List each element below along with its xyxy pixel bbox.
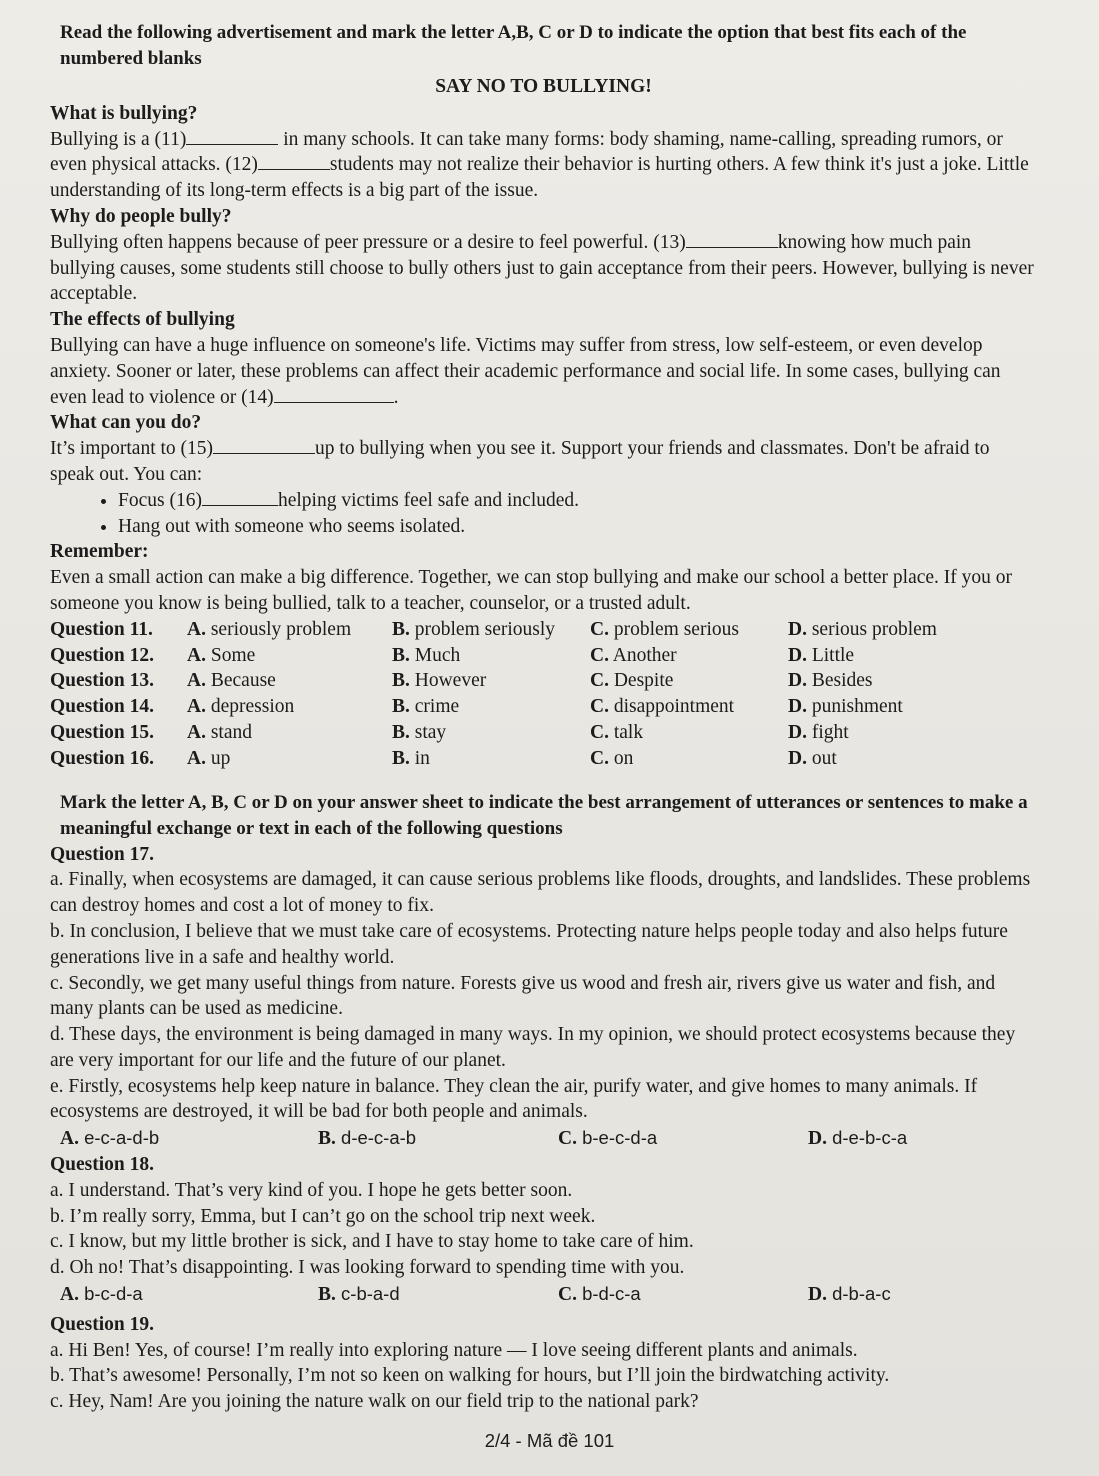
blank-11 [186, 127, 278, 145]
question-16 [50, 746, 1037, 772]
blank-15 [213, 436, 315, 454]
option-d[interactable] [788, 746, 988, 772]
q18-sentence-c: c. I know, but my little brother is sick, and I have to stay home to take care of him. [50, 1231, 694, 1253]
option-a[interactable] [187, 617, 392, 643]
question-label: Question 16. [50, 747, 155, 769]
question-label: Question 13. [50, 670, 155, 692]
option-letter: C. [590, 670, 609, 692]
option-text: fight [811, 721, 849, 743]
option-text: b-d-c-a [582, 1283, 641, 1305]
option-letter: D. [788, 696, 807, 718]
option-text: depression [210, 696, 295, 718]
option-text: Another [612, 644, 677, 666]
blank-16 [202, 488, 278, 506]
option-text: stand [210, 721, 253, 743]
paragraph-effects [50, 333, 1037, 410]
option-text: stay [414, 721, 447, 743]
q17-sentence-a: a. Finally, when ecosystems are damaged, it can cause serious problems like floods, droughts, and landslides. These problems can destroy homes and cost a lot of money to fix. [50, 869, 1031, 917]
option-b[interactable] [392, 720, 590, 746]
option-d[interactable] [808, 1281, 1038, 1308]
question-17-label: Question 17. [50, 843, 155, 865]
text-segment: knowing how much pain bullying causes, some students still choose to bully others just to gain acceptance from their peers. However, bullying is never acceptable. [50, 231, 1034, 305]
option-letter: A. [60, 1284, 79, 1306]
option-letter: A. [60, 1128, 79, 1150]
option-a[interactable] [187, 694, 392, 720]
option-a[interactable] [187, 746, 392, 772]
option-letter: B. [392, 721, 410, 743]
heading-why-bully: Why do people bully? [50, 205, 232, 227]
question-14 [50, 694, 1037, 720]
option-b[interactable] [318, 1125, 558, 1152]
option-text: Little [811, 644, 855, 666]
option-text: up [210, 747, 231, 769]
option-d[interactable] [788, 617, 988, 643]
option-letter: B. [392, 747, 410, 769]
option-letter: D. [808, 1284, 827, 1306]
text-segment: students may not realize their behavior is hurting others. A few think it's just a joke. Little understanding of its long-term effects is a big part of the issue. [50, 154, 1029, 202]
option-c[interactable] [558, 1281, 808, 1308]
paragraph-what-is-bullying [50, 127, 1037, 204]
option-text: b-e-c-d-a [582, 1127, 658, 1149]
text-segment: . [393, 386, 399, 408]
option-a[interactable] [187, 643, 392, 669]
q18-options [50, 1281, 1037, 1308]
option-b[interactable] [392, 668, 590, 694]
blank-14 [274, 385, 394, 403]
option-a[interactable] [60, 1125, 318, 1152]
option-text: d-e-b-c-a [832, 1127, 908, 1149]
q18-sentence-b: b. I’m really sorry, Emma, but I can’t go on the school trip next week. [50, 1205, 596, 1227]
option-d[interactable] [808, 1125, 1038, 1152]
q17-sentence-d: d. These days, the environment is being damaged in many ways. In my opinion, we should protect ecosystems because they are very important for our life and the future of our planet. [50, 1024, 1016, 1071]
paragraph-why-bully [50, 230, 1037, 307]
option-a[interactable] [187, 668, 392, 694]
blank-12 [258, 152, 330, 170]
option-c[interactable] [590, 668, 788, 694]
option-text: problem serious [613, 618, 739, 640]
option-text: d-e-c-a-b [341, 1127, 417, 1149]
option-text: e-c-a-d-b [84, 1127, 160, 1149]
option-a[interactable] [60, 1281, 318, 1308]
option-c[interactable] [590, 720, 788, 746]
blank-13 [686, 230, 778, 248]
option-letter: C. [590, 644, 609, 666]
option-letter: D. [788, 670, 807, 692]
option-text: d-b-a-c [832, 1283, 891, 1305]
question-19-label: Question 19. [50, 1313, 155, 1335]
option-d[interactable] [788, 668, 988, 694]
option-letter: A. [187, 670, 206, 692]
option-text: in [414, 747, 430, 769]
option-letter: C. [558, 1128, 577, 1150]
option-letter: B. [392, 696, 410, 718]
option-letter: C. [590, 696, 609, 718]
paragraph-remember: Even a small action can make a big difference. Together, we can stop bullying and make our school a better place. If you or someone you know is being bullied, talk to a teacher, counselor, or a trusted adult. [50, 567, 1013, 614]
option-letter: C. [558, 1284, 577, 1306]
option-text: punishment [811, 696, 903, 718]
q17-sentence-c: c. Secondly, we get many useful things from nature. Forests give us wood and fresh air, rivers give us water and fish, and many plants can be used as medicine. [50, 972, 996, 1020]
option-d[interactable] [788, 643, 988, 669]
question-list-11-16 [50, 617, 1037, 772]
q18-sentence-d: d. Oh no! That’s disappointing. I was looking forward to spending time with you. [50, 1257, 685, 1279]
text-segment: Bullying often happens because of peer pressure or a desire to feel powerful. (13) [50, 231, 686, 253]
list-item [118, 488, 1037, 514]
heading-remember: Remember: [50, 541, 149, 563]
question-label: Question 11. [50, 618, 153, 640]
option-b[interactable] [318, 1281, 558, 1308]
option-text: seriously problem [210, 618, 352, 640]
option-d[interactable] [788, 694, 988, 720]
option-letter: A. [187, 721, 206, 743]
option-letter: A. [187, 618, 206, 640]
text-segment: helping victims feel safe and included. [277, 489, 580, 511]
option-b[interactable] [392, 617, 590, 643]
option-d[interactable] [788, 720, 988, 746]
question-18-label: Question 18. [50, 1154, 155, 1176]
q19-sentence-c: c. Hey, Nam! Are you joining the nature walk on our field trip to the national park? [50, 1391, 699, 1413]
list-item: • Hang out with someone who seems isolated. [118, 514, 1037, 540]
option-letter: C. [590, 747, 609, 769]
text-segment: Bullying is a (11) [50, 128, 187, 150]
option-letter: C. [590, 721, 609, 743]
heading-what-can-you-do: What can you do? [50, 412, 202, 434]
question-label: Question 15. [50, 721, 155, 743]
heading-what-is-bullying: What is bullying? [50, 102, 198, 124]
question-13 [50, 668, 1037, 694]
arrangement-instructions: Mark the letter A, B, C or D on your answer sheet to indicate the best arrangement of utterances or sentences to make a meaningful exchange or text in each of the following questions [60, 791, 1028, 839]
text-segment: in many schools. It can take many forms: body shaming, name-calling, spreading rumors, or even physical attacks. (12) [50, 128, 1003, 176]
option-a[interactable] [187, 720, 392, 746]
option-c[interactable] [590, 694, 788, 720]
option-text: Despite [613, 670, 674, 692]
option-letter: B. [318, 1128, 336, 1150]
q17-sentence-b: b. In conclusion, I believe that we must take care of ecosystems. Protecting nature helps people today and also helps future generations live in a safe and healthy world. [50, 920, 1008, 968]
text-segment: It’s important to (15) [50, 438, 214, 460]
paragraph-what-can-you-do [50, 436, 1037, 488]
text-segment: Focus (16) [118, 489, 202, 511]
option-letter: D. [788, 618, 807, 640]
q18-sentence-a: a. I understand. That’s very kind of you. I hope he gets better soon. [50, 1179, 573, 1201]
option-letter: B. [392, 618, 410, 640]
q19-sentence-b: b. That’s awesome! Personally, I’m not so keen on walking for hours, but I’ll join the birdwatching activity. [50, 1365, 890, 1387]
option-text: b-c-d-a [84, 1283, 143, 1305]
option-text: However [414, 670, 487, 692]
option-text: problem seriously [414, 618, 556, 640]
option-text: talk [613, 721, 644, 743]
option-text: Because [210, 670, 276, 692]
option-letter: A. [187, 696, 206, 718]
q17-sentence-e: e. Firstly, ecosystems help keep nature in balance. They clean the air, purify water, and give homes to many animals. If ecosystems are destroyed, it will be bad for both people and animals. [50, 1075, 978, 1123]
q17-options [50, 1125, 1037, 1152]
option-letter: D. [808, 1128, 827, 1150]
option-text: Much [414, 644, 461, 666]
question-12 [50, 643, 1037, 669]
text-segment: up to bullying when you see it. Support your friends and classmates. Don't be afraid to speak out. You can: [50, 438, 990, 485]
reading-instructions: Read the following advertisement and mark the letter A,B, C or D to indicate the option that best fits each of the numbered blanks [60, 22, 967, 69]
option-letter: B. [318, 1284, 336, 1306]
option-letter: B. [392, 644, 410, 666]
tips-list [50, 488, 1037, 540]
ad-title: SAY NO TO BULLYING! [435, 76, 652, 97]
option-b[interactable] [392, 643, 590, 669]
option-text: Besides [811, 670, 873, 692]
option-letter: D. [788, 644, 807, 666]
option-letter: C. [590, 618, 609, 640]
question-15 [50, 720, 1037, 746]
text-segment: Bullying can have a huge influence on someone's life. Victims may suffer from stress, low self-esteem, or even develop anxiety. Sooner or later, these problems can affect their academic performance and social life. In some cases, bullying can even lead to violence or (14) [50, 334, 1001, 408]
option-text: crime [414, 696, 460, 718]
option-c[interactable] [590, 643, 788, 669]
page-footer: 2/4 - Mã đề 101 [484, 1430, 615, 1451]
question-11 [50, 617, 1037, 643]
option-letter: B. [392, 670, 410, 692]
option-text: out [811, 747, 837, 769]
option-letter: D. [788, 721, 807, 743]
option-text: on [613, 747, 634, 769]
option-letter: A. [187, 644, 206, 666]
option-text: disappointment [613, 696, 735, 718]
option-b[interactable] [392, 746, 590, 772]
question-label: Question 14. [50, 696, 155, 718]
q19-sentence-a: a. Hi Ben! Yes, of course! I’m really into exploring nature — I love seeing different plants and animals. [50, 1339, 858, 1361]
heading-effects: The effects of bullying [50, 309, 235, 331]
question-label: Question 12. [50, 644, 155, 666]
option-b[interactable] [392, 694, 590, 720]
option-text: c-b-a-d [341, 1283, 400, 1305]
option-c[interactable] [558, 1125, 808, 1152]
option-c[interactable] [590, 746, 788, 772]
option-c[interactable] [590, 617, 788, 643]
option-letter: A. [187, 747, 206, 769]
option-text: Some [210, 644, 256, 666]
option-letter: D. [788, 747, 807, 769]
option-text: serious problem [811, 618, 937, 640]
spacer [50, 772, 1037, 790]
